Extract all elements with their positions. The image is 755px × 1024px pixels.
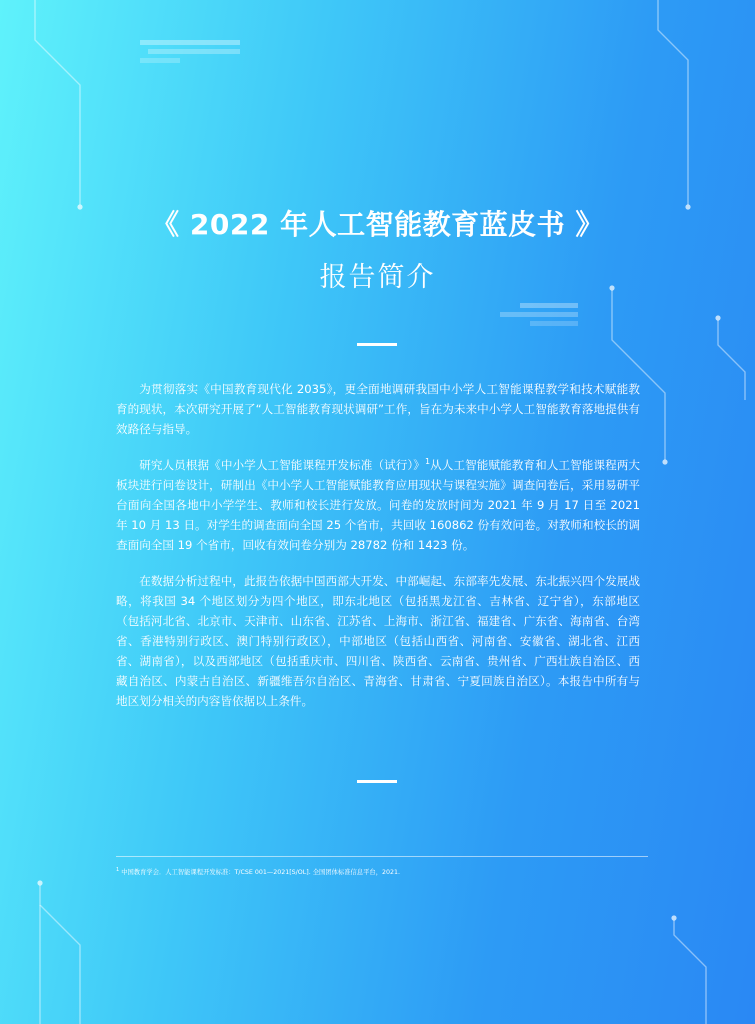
paragraph-method-part1: 研究人员根据《中小学人工智能课程开发标准（试行）》 [139,458,425,472]
paragraph-method [116,455,640,555]
footnote-rule [116,856,648,857]
paragraph-method-part2: 从人工智能赋能教育和人工智能课程两大板块进行问卷设计，研制出《中小学人工智能赋能教育应用现状与课程实施》调查问卷后，采用易研平台面向全国各地中小学学生、教师和校长进行发放。问卷的发放时间为 2021 年 9 月 17 日至 2021 年 10 月 13 日。对学生的调查面向全国 25 个省市，共回收 160862 份有效问卷。对教师和校长的调查面向全国 19 个省市，回收有效问卷分别为 28782 份和 1423 份。 [116,458,640,552]
footnote-marker: 1 [116,867,120,873]
divider-bottom [357,780,397,783]
divider-top [357,343,397,346]
footnote-ref: 1 [424,457,431,467]
footnote [116,866,656,877]
report-body [116,379,640,727]
paragraph-intro: 为贯彻落实《中国教育现代化 2035》，更全面地调研我国中小学人工智能课程教学和技术赋能教育的现状，本次研究开展了“人工智能教育现状调研”工作，旨在为未来中小学人工智能教育落地提供有效路径与指导。 [116,382,640,436]
page-title: 《 2022 年人工智能教育蓝皮书 》 [151,208,604,241]
page-subtitle: 报告简介 [319,262,436,293]
footnote-text: 中国教育学会．人工智能课程开发标准：T/CSE 001—2021[S/OL]. 全国团体标准信息平台，2021. [121,869,401,877]
paragraph-regions: 在数据分析过程中，此报告依据中国西部大开发、中部崛起、东部率先发展、东北振兴四个发展战略，将我国 34 个地区划分为四个地区，即东北地区（包括黑龙江省、吉林省、辽宁省），东部地区（包括河北省、北京市、天津市、山东省、江苏省、上海市、浙江省、福建省、广东省、海南省、台湾省、香港特别行政区、澳门特别行政区），中部地区（包括山西省、河南省、安徽省、湖北省、江西省、湖南省），以及西部地区（包括重庆市、四川省、陕西省、云南省、贵州省、广西壮族自治区、西藏自治区、内蒙古自治区、新疆维吾尔自治区、青海省、甘肃省、宁夏回族自治区）。本报告中所有与地区划分相关的内容皆依据以上条件。 [116,574,640,708]
